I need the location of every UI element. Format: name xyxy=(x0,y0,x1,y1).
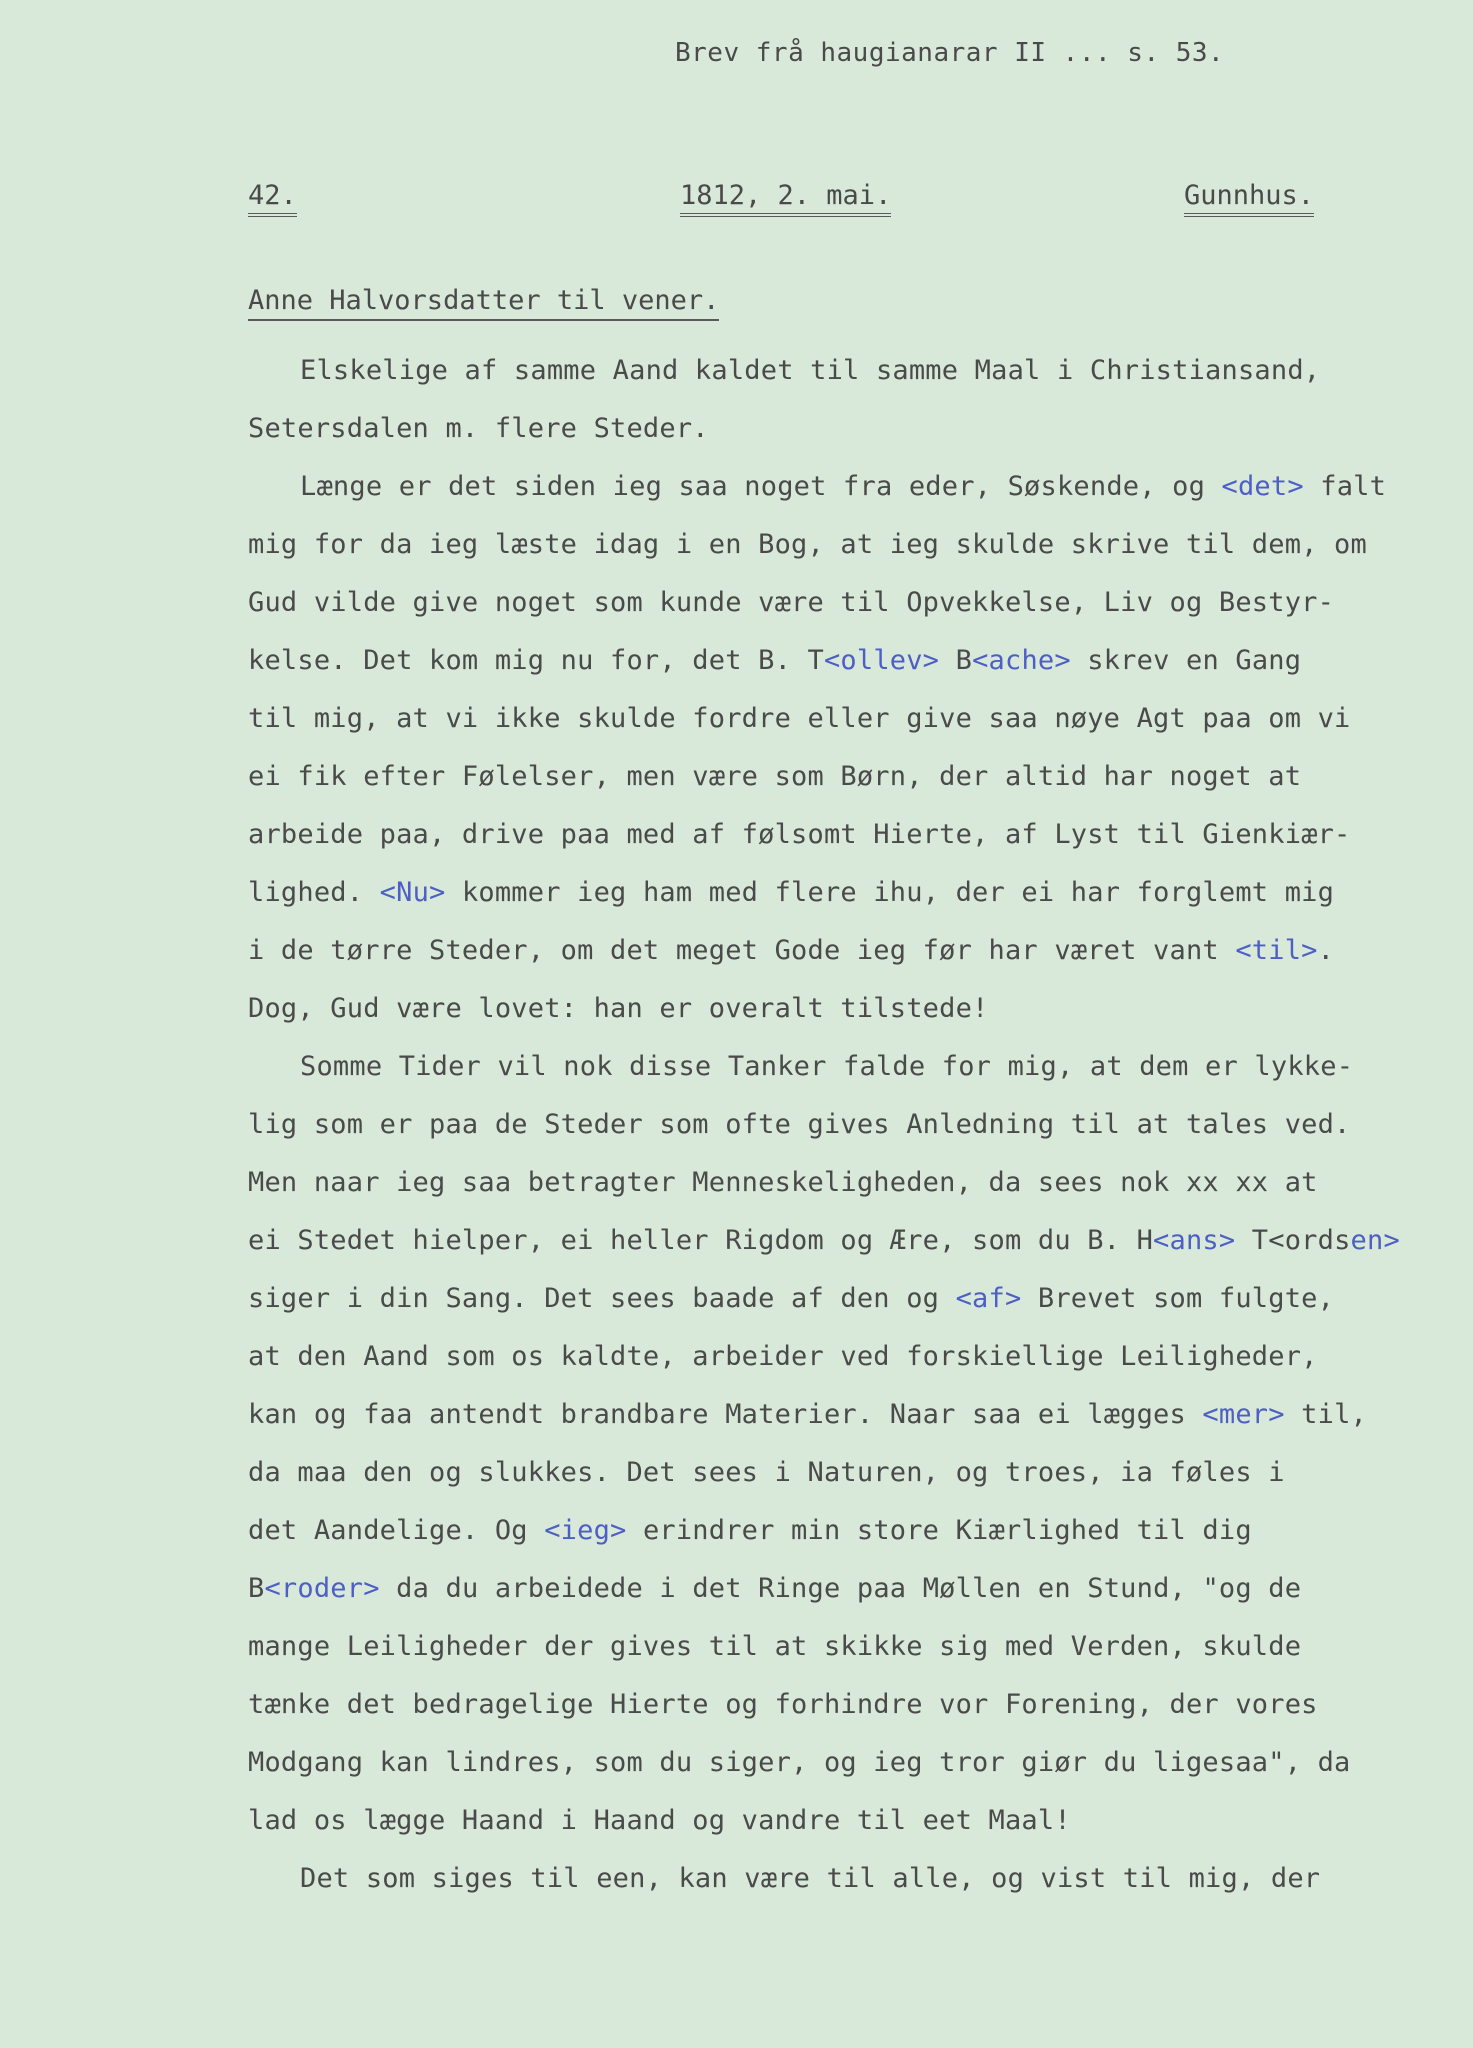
body-line xyxy=(248,1454,1448,1512)
body-line xyxy=(248,1802,1448,1860)
body-line xyxy=(248,700,1448,758)
body-line xyxy=(248,1686,1448,1744)
editorial-insertion: <roder> xyxy=(264,1573,380,1604)
text-run: skrev en Gang xyxy=(1070,645,1302,676)
body-line xyxy=(248,758,1448,816)
editorial-insertion: <ollev> xyxy=(823,645,940,676)
body-line xyxy=(248,642,1448,700)
text-run: . xyxy=(1317,935,1335,966)
body-line xyxy=(248,1570,1448,1628)
editorial-insertion: <ieg> xyxy=(544,1515,627,1546)
text-run: lad os lægge Haand i Haand og vandre til eet Maal! xyxy=(248,1805,1071,1836)
body-line xyxy=(248,352,1448,410)
text-run: Men naar ieg saa betragter Menneskeligheden, da sees nok xx xx at xyxy=(248,1167,1318,1198)
text-run: da maa den og slukkes. Det sees i Naturen, og troes, ia føles i xyxy=(248,1457,1285,1488)
body-line xyxy=(248,1222,1448,1280)
text-run: tænke det bedragelige Hierte og forhindre vor Forening, der vores xyxy=(248,1689,1318,1720)
body-line xyxy=(248,1744,1448,1802)
text-run: Somme Tider vil nok disse Tanker falde for mig, at dem er lykke- xyxy=(300,1051,1354,1082)
text-run: falt xyxy=(1303,471,1387,502)
letter-body xyxy=(248,352,1448,1918)
body-line xyxy=(248,526,1448,584)
text-run: Gud vilde give noget som kunde være til Opvekkelse, Liv og Bestyr- xyxy=(248,587,1335,618)
text-run: Det som siges til een, kan være til alle, og vist til mig, der xyxy=(300,1863,1321,1894)
letter-date: 1812, 2. mai. xyxy=(680,180,891,217)
text-run: mig for da ieg læste idag i en Bog, at ieg skulde skrive til dem, om xyxy=(248,529,1367,560)
text-run: <ords xyxy=(1268,1225,1351,1256)
text-run: Brevet som fulgte, xyxy=(1021,1283,1335,1314)
body-line xyxy=(248,1512,1448,1570)
editorial-insertion: <Nu> xyxy=(379,877,446,908)
body-line xyxy=(248,932,1448,990)
body-line xyxy=(248,1048,1448,1106)
text-run: mange Leiligheder der gives til at skikke sig med Verden, skulde xyxy=(248,1631,1302,1662)
text-run: Længe er det siden ieg saa noget fra eder, Søskende, og xyxy=(300,471,1222,502)
body-line xyxy=(248,1106,1448,1164)
letter-number: 42. xyxy=(248,180,297,217)
text-run: til mig, at vi ikke skulde fordre eller give saa nøye Agt paa om vi xyxy=(248,703,1351,734)
body-line xyxy=(248,1396,1448,1454)
body-line xyxy=(248,1280,1448,1338)
text-run: arbeide paa, drive paa med af følsomt Hierte, af Lyst til Gienkiær- xyxy=(248,819,1351,850)
text-run: at den Aand som os kaldte, arbeider ved forskiellige Leiligheder, xyxy=(248,1341,1318,1372)
body-line xyxy=(248,1338,1448,1396)
text-run: til, xyxy=(1284,1399,1367,1430)
body-line xyxy=(248,1628,1448,1686)
body-line xyxy=(248,410,1448,468)
text-run: Modgang kan lindres, som du siger, og ieg tror giør du ligesaa", da xyxy=(248,1747,1351,1778)
text-run: B xyxy=(939,645,973,676)
text-run: kan og faa antendt brandbare Materier. Naar saa ei lægges xyxy=(248,1399,1203,1430)
text-run: Dog, Gud være lovet: han er overalt tilstede! xyxy=(248,993,989,1024)
body-line xyxy=(248,1164,1448,1222)
text-run: kommer ieg ham med flere ihu, der ei har forglemt mig xyxy=(445,877,1335,908)
source-reference: Brev frå haugianarar II ... s. 53. xyxy=(675,38,1225,68)
text-run: Elskelige af samme Aand kaldet til samme Maal i Christiansand, xyxy=(300,355,1321,386)
text-run: kelse. Det kom mig nu for, det B. T xyxy=(248,645,824,676)
letter-heading xyxy=(248,180,1314,230)
body-line xyxy=(248,874,1448,932)
editorial-insertion: en> xyxy=(1350,1225,1400,1256)
text-run: ei Stedet hielper, ei heller Rigdom og Ære, som du B. H xyxy=(248,1225,1154,1256)
text-run: i de tørre Steder, om det meget Gode ieg før har været vant xyxy=(248,935,1236,966)
letter-title: Anne Halvorsdatter til vener. xyxy=(248,285,719,321)
body-line xyxy=(248,816,1448,874)
text-run: B xyxy=(248,1573,265,1604)
text-run: det Aandelige. Og xyxy=(248,1515,545,1546)
body-line xyxy=(248,1860,1448,1918)
text-run: Setersdalen m. flere Steder. xyxy=(248,413,709,444)
text-run: da du arbeidede i det Ringe paa Møllen en Stund, "og de xyxy=(379,1573,1302,1604)
editorial-insertion: <mer> xyxy=(1202,1399,1285,1430)
text-run: erindrer min store Kiærlighed til dig xyxy=(626,1515,1252,1546)
editorial-insertion: <til> xyxy=(1235,935,1318,966)
letter-place: Gunnhus. xyxy=(1184,180,1314,217)
body-line xyxy=(248,990,1448,1048)
editorial-insertion: <det> xyxy=(1221,471,1304,502)
editorial-insertion: <af> xyxy=(955,1283,1022,1314)
text-run: T xyxy=(1235,1225,1269,1256)
text-run: siger i din Sang. Det sees baade af den og xyxy=(248,1283,956,1314)
text-run: lighed. xyxy=(248,877,380,908)
body-line xyxy=(248,584,1448,642)
text-run: lig som er paa de Steder som ofte gives Anledning til at tales ved. xyxy=(248,1109,1351,1140)
text-run: ei fik efter Følelser, men være som Børn, der altid har noget at xyxy=(248,761,1302,792)
editorial-insertion: <ache> xyxy=(972,645,1071,676)
editorial-insertion: <ans> xyxy=(1153,1225,1236,1256)
body-line xyxy=(248,468,1448,526)
